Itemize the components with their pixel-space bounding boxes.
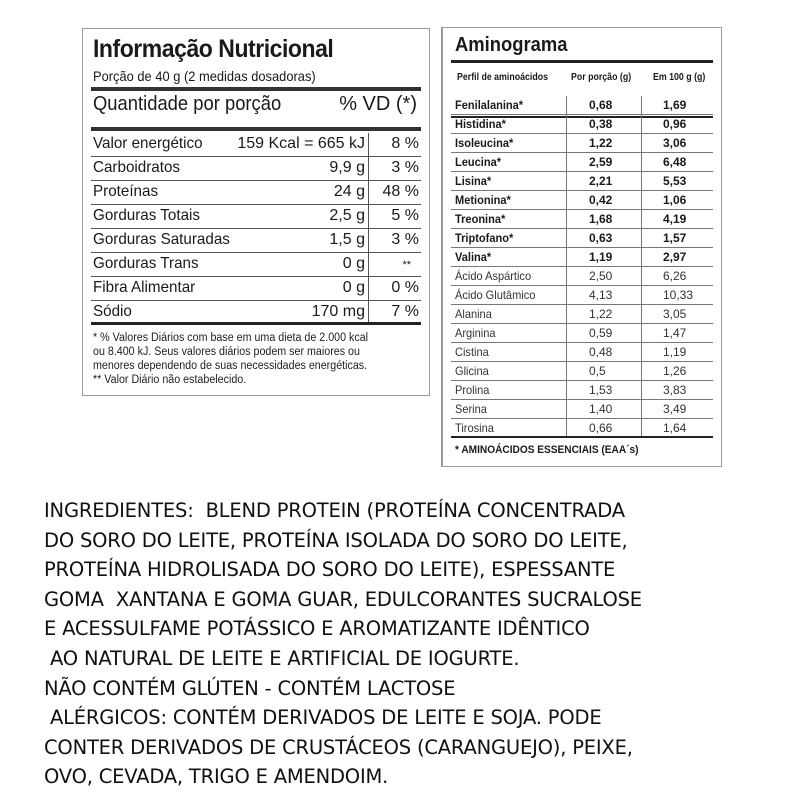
divider (91, 127, 421, 131)
nutrient-amount: 0 g (342, 255, 365, 272)
allergens-line: OVO, CEVADA, TRIGO E AMENDOIM. (44, 765, 389, 789)
amino-name: Serina (455, 402, 487, 416)
amino-per100: 6,26 (663, 269, 687, 283)
amino-portion: 1,68 (589, 212, 613, 226)
amino-name: Treonina* (455, 212, 506, 226)
amino-name: Ácido Glutâmico (455, 288, 536, 302)
amino-portion: 0,59 (589, 326, 613, 340)
amino-per100: 3,49 (663, 402, 687, 416)
amino-row (451, 115, 713, 134)
amino-name: Valina* (455, 250, 492, 264)
amino-per100: 1,57 (663, 231, 687, 245)
amino-portion: 0,48 (589, 345, 613, 359)
nutrition-facts-panel (82, 28, 430, 396)
nutrient-label: Valor energético (93, 135, 203, 152)
amino-per100: 1,26 (663, 364, 687, 378)
amino-name: Metionina* (455, 193, 511, 207)
nutrient-amount: 9,9 g (329, 159, 365, 176)
aminogram-header-per100: Em 100 g (g) (653, 72, 706, 83)
nutrient-vd: ** (402, 259, 411, 271)
aminogram-header-profile: Perfil de aminoácidos (457, 72, 548, 83)
amino-row (451, 172, 713, 191)
amino-per100: 3,05 (663, 307, 687, 321)
nutrient-label: Proteínas (93, 183, 159, 200)
nutrient-vd: 8 % (391, 135, 419, 152)
amino-portion: 0,68 (589, 98, 613, 112)
vd-header: % VD (*) (339, 93, 417, 115)
nutrient-label: Gorduras Totais (93, 207, 201, 224)
amino-portion: 0,5 (589, 364, 606, 378)
divider (91, 87, 421, 91)
amino-row (451, 96, 713, 115)
amino-per100: 3,06 (663, 136, 687, 150)
amino-per100: 1,19 (663, 345, 687, 359)
ingredients-line: E ACESSULFAME POTÁSSICO E AROMATIZANTE IDÊNTICO (44, 617, 590, 641)
nutrient-amount: 2,5 g (329, 207, 365, 224)
amino-portion: 4,13 (589, 288, 613, 302)
aminogram-panel (441, 27, 722, 467)
amino-row (451, 419, 713, 438)
amino-name: Triptofano* (455, 231, 514, 245)
amino-portion: 1,19 (589, 250, 613, 264)
amino-portion: 1,40 (589, 402, 613, 416)
amino-portion: 1,22 (589, 136, 613, 150)
amino-portion: 0,63 (589, 231, 613, 245)
nutrient-label: Gorduras Saturadas (93, 231, 230, 248)
amino-per100: 6,48 (663, 155, 687, 169)
nutrient-label: Sódio (93, 303, 132, 320)
amino-portion: 2,50 (589, 269, 613, 283)
aminogram-title: Aminograma (455, 34, 568, 56)
amino-per100: 1,64 (663, 421, 687, 435)
allergens-line: CONTER DERIVADOS DE CRUSTÁCEOS (CARANGUEJO), PEIXE, (44, 735, 633, 759)
nutrient-label: Carboidratos (93, 159, 181, 176)
nutrient-vd: 5 % (391, 207, 419, 224)
aminogram-header-portion: Por porção (g) (571, 72, 632, 83)
footnote-line: menores dependendo de suas necessidades energéticas. (93, 360, 368, 372)
nutrient-label: Fibra Alimentar (93, 279, 196, 296)
amino-name: Tirosina (455, 421, 494, 435)
amino-row (451, 305, 713, 324)
amino-row (451, 286, 713, 305)
nutrient-amount: 159 Kcal = 665 kJ (237, 135, 365, 152)
nutrition-row (91, 253, 421, 277)
amino-portion: 2,59 (589, 155, 613, 169)
nutrient-vd: 3 % (391, 159, 419, 176)
quantity-header: Quantidade por porção (93, 93, 282, 115)
amino-per100: 1,69 (663, 98, 687, 112)
amino-row (451, 153, 713, 172)
amino-name: Fenilalanina* (455, 98, 524, 112)
ingredients-line: GOMA XANTANA E GOMA GUAR, EDULCORANTES SUCRALOSE (44, 587, 642, 611)
amino-per100: 1,06 (663, 193, 687, 207)
amino-name: Leucina* (455, 155, 502, 169)
amino-row (451, 229, 713, 248)
aminogram-footnote: * AMINOÁCIDOS ESSENCIAIS (EAA´s) (455, 444, 639, 456)
amino-portion: 1,22 (589, 307, 613, 321)
nutrient-vd: 7 % (391, 303, 419, 320)
amino-row (451, 324, 713, 343)
ingredients-line: PROTEÍNA HIDROLISADA DO SORO DO LEITE), ESPESSANTE (44, 558, 616, 582)
nutrient-vd: 0 % (391, 279, 419, 296)
footnote-line: ou 8.400 kJ. Seus valores diários podem ser maiores ou (93, 346, 360, 358)
nutrition-row (91, 277, 421, 301)
nutrient-vd: 3 % (391, 231, 419, 248)
ingredients-line: INGREDIENTES: BLEND PROTEIN (PROTEÍNA CONCENTRADA (44, 499, 625, 522)
ingredients-line: DO SORO DO LEITE, PROTEÍNA ISOLADA DO SORO DO LEITE, (44, 528, 628, 552)
lactose-gluten-notice: NÃO CONTÉM GLÚTEN - CONTÉM LACTOSE (44, 676, 456, 700)
amino-portion: 0,66 (589, 421, 613, 435)
nutrition-row (91, 205, 421, 229)
nutrient-vd: 48 % (382, 183, 419, 200)
amino-per100: 1,47 (663, 326, 687, 340)
nutrient-amount: 0 g (342, 279, 365, 296)
amino-row (451, 191, 713, 210)
amino-name: Isoleucina* (455, 136, 514, 150)
nutrition-row (91, 133, 421, 157)
nutrition-row (91, 181, 421, 205)
amino-portion: 0,38 (589, 117, 613, 131)
ingredients-line: AO NATURAL DE LEITE E ARTIFICIAL DE IOGURTE. (44, 646, 520, 670)
amino-name: Glicina (455, 364, 489, 378)
nutrient-amount: 24 g (333, 183, 365, 200)
amino-row (451, 248, 713, 267)
amino-per100: 3,83 (663, 383, 687, 397)
amino-row (451, 267, 713, 286)
amino-name: Prolina (455, 383, 490, 397)
amino-per100: 5,53 (663, 174, 687, 188)
divider (451, 60, 713, 63)
amino-per100: 4,19 (663, 212, 687, 226)
amino-row (451, 134, 713, 153)
portion-size: Porção de 40 g (2 medidas dosadoras) (93, 68, 316, 84)
amino-row (451, 381, 713, 400)
nutrient-amount: 170 mg (311, 303, 365, 320)
nutrition-row (91, 301, 421, 325)
amino-name: Histidina* (455, 117, 506, 131)
footnote-line: ** Valor Diário não estabelecido. (93, 374, 247, 386)
amino-row (451, 362, 713, 381)
ingredients-text (44, 496, 784, 792)
amino-row (451, 210, 713, 229)
amino-portion: 1,53 (589, 383, 613, 397)
amino-per100: 0,96 (663, 117, 687, 131)
allergens-line: ALÉRGICOS: CONTÉM DERIVADOS DE LEITE E SOJA. PODE (44, 706, 602, 730)
amino-name: Alanina (455, 307, 492, 321)
amino-name: Lisina* (455, 174, 492, 188)
amino-name: Arginina (455, 326, 496, 340)
nutrition-row (91, 157, 421, 181)
nutrient-label: Gorduras Trans (93, 255, 199, 272)
amino-row (451, 400, 713, 419)
amino-name: Ácido Aspártico (455, 269, 532, 283)
amino-name: Cistina (455, 345, 489, 359)
nutrition-footnote (93, 331, 400, 387)
amino-portion: 0,42 (589, 193, 613, 207)
nutrition-row (91, 229, 421, 253)
amino-per100: 2,97 (663, 250, 687, 264)
amino-per100: 10,33 (663, 288, 694, 302)
footnote-line: * % Valores Diários com base em uma dieta de 2.000 kcal (93, 332, 369, 344)
nutrient-amount: 1,5 g (329, 231, 365, 248)
nutrition-title: Informação Nutricional (93, 35, 334, 63)
amino-portion: 2,21 (589, 174, 613, 188)
amino-row (451, 343, 713, 362)
